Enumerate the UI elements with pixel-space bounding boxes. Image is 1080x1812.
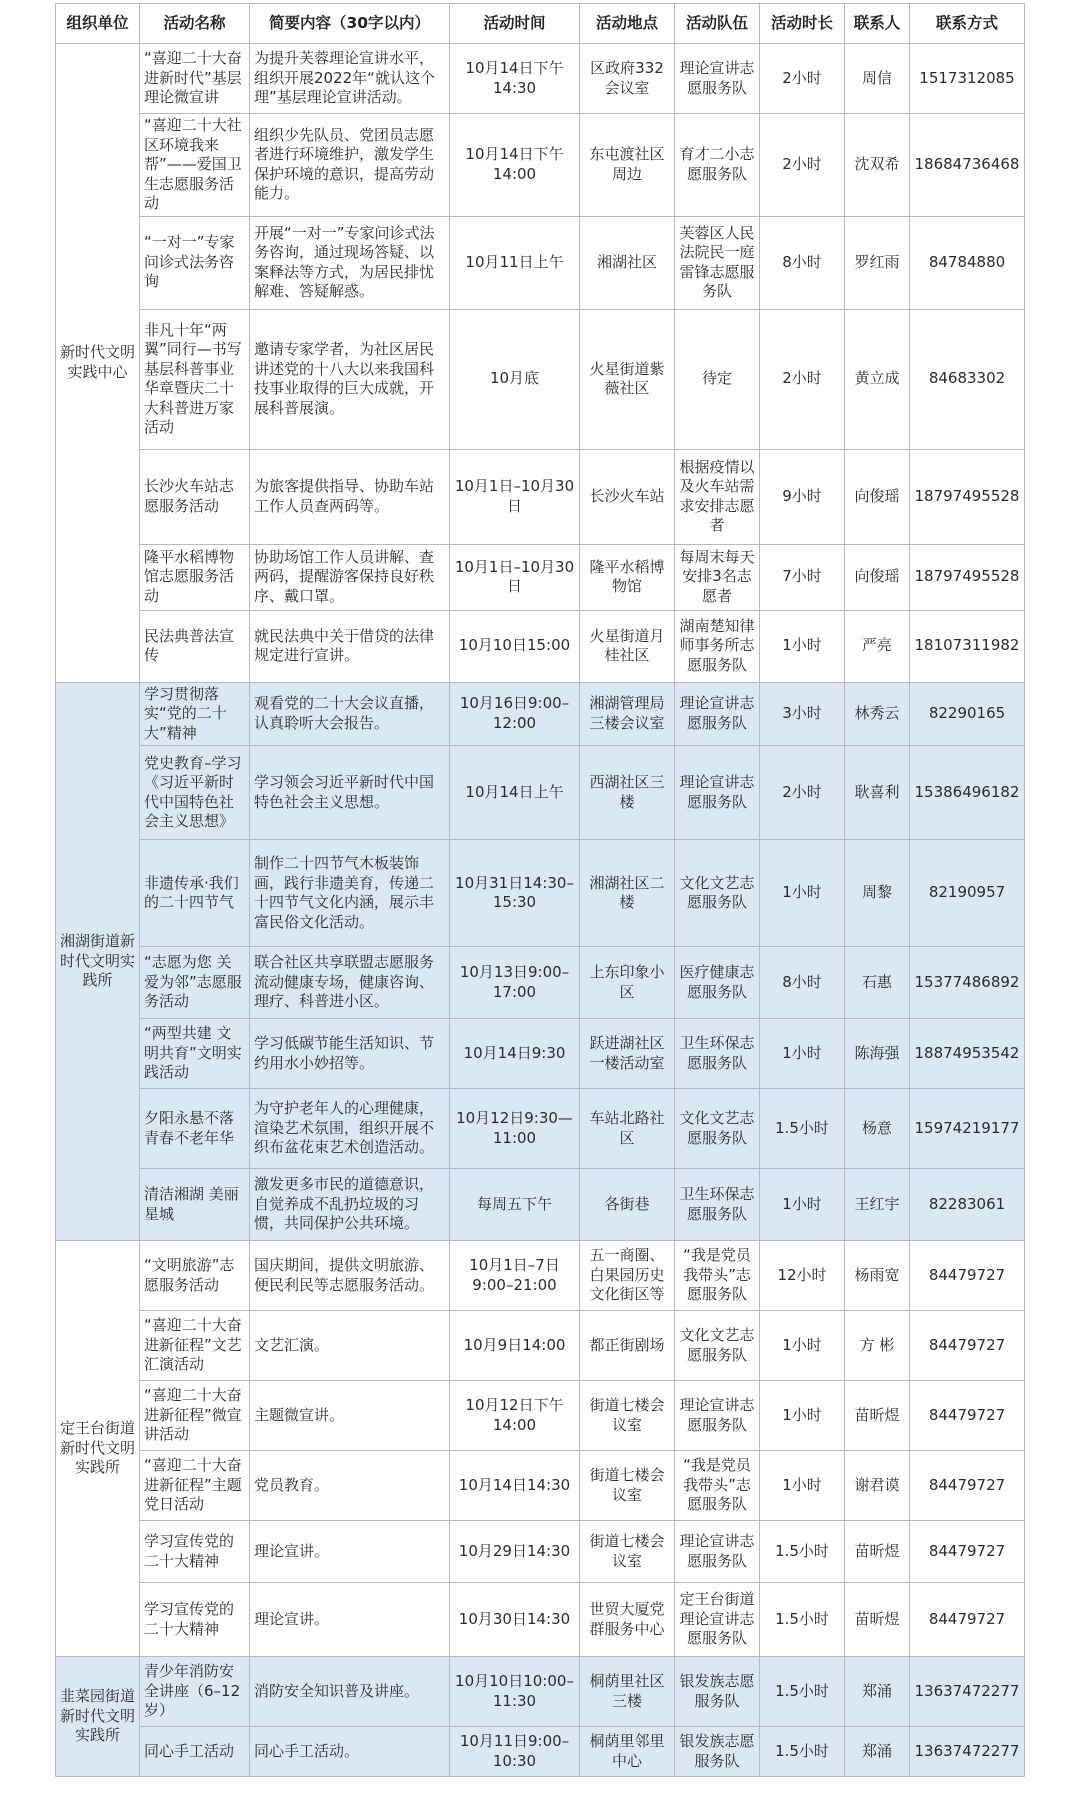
activity-place-cell: 区政府332会议室	[580, 44, 675, 114]
activity-duration-cell: 1小时	[760, 1451, 845, 1521]
contact-phone-cell: 84479727	[910, 1241, 1025, 1311]
contact-person-cell: 黄立成	[845, 309, 910, 449]
header-duration: 活动时长	[760, 4, 845, 44]
activity-place-cell: 世贸大厦党群服务中心	[580, 1583, 675, 1657]
contact-phone-cell: 1517312085	[910, 44, 1025, 114]
org-unit-cell: 湘湖街道新时代文明实践所	[56, 682, 140, 1241]
activity-time-cell: 10月10日10:00–11:30	[450, 1657, 580, 1727]
activity-time-cell: 10月11日9:00–10:30	[450, 1727, 580, 1777]
activity-time-cell: 10月31日14:30–15:30	[450, 840, 580, 947]
table-body	[56, 44, 1025, 1777]
activity-content-cell: 就民法典中关于借贷的法律规定进行宣讲。	[250, 610, 450, 682]
activity-name-cell: 民法典普法宣传	[140, 610, 250, 682]
activity-team-cell: 文化文艺志愿服务队	[675, 1311, 760, 1381]
table-row	[56, 1583, 1025, 1657]
activity-name-cell: 同心手工活动	[140, 1727, 250, 1777]
activity-duration-cell: 2小时	[760, 114, 845, 217]
activity-duration-cell: 1小时	[760, 1169, 845, 1241]
activity-team-cell: 理论宣讲志愿服务队	[675, 682, 760, 746]
activity-name-cell: 非凡十年“两翼”同行—书写基层科普事业华章暨庆二十大科普进万家活动	[140, 309, 250, 449]
activity-duration-cell: 1小时	[760, 610, 845, 682]
activity-content-cell: 消防安全知识普及讲座。	[250, 1657, 450, 1727]
contact-phone-cell: 13637472277	[910, 1657, 1025, 1727]
contact-phone-cell: 15386496182	[910, 746, 1025, 840]
activity-duration-cell: 7小时	[760, 544, 845, 610]
activity-content-cell: 为旅客提供指导、协助车站工作人员查两码等。	[250, 449, 450, 544]
table-row	[56, 44, 1025, 114]
activity-time-cell: 10月1日–10月30日	[450, 449, 580, 544]
activity-content-cell: 同心手工活动。	[250, 1727, 450, 1777]
activity-time-cell: 10月29日14:30	[450, 1521, 580, 1583]
contact-phone-cell: 84479727	[910, 1311, 1025, 1381]
activity-team-cell: 卫生环保志愿服务队	[675, 1019, 760, 1089]
contact-person-cell: 沈双希	[845, 114, 910, 217]
contact-person-cell: 陈海强	[845, 1019, 910, 1089]
activity-content-cell: 党员教育。	[250, 1451, 450, 1521]
activity-duration-cell: 1小时	[760, 1019, 845, 1089]
activity-team-cell: 理论宣讲志愿服务队	[675, 1381, 760, 1451]
header-activity-name: 活动名称	[140, 4, 250, 44]
table-row	[56, 1169, 1025, 1241]
activity-place-cell: 东屯渡社区周边	[580, 114, 675, 217]
activity-time-cell: 10月16日9:00–12:00	[450, 682, 580, 746]
activity-name-cell: 清洁湘湖 美丽星城	[140, 1169, 250, 1241]
activity-place-cell: 上东印象小区	[580, 947, 675, 1019]
activity-duration-cell: 9小时	[760, 449, 845, 544]
activity-time-cell: 10月13日9:00–17:00	[450, 947, 580, 1019]
activity-place-cell: 桐荫里邻里中心	[580, 1727, 675, 1777]
activity-duration-cell: 1.5小时	[760, 1583, 845, 1657]
activity-team-cell: 理论宣讲志愿服务队	[675, 1521, 760, 1583]
activity-name-cell: 长沙火车站志愿服务活动	[140, 449, 250, 544]
activity-place-cell: 湘湖社区	[580, 216, 675, 309]
activity-name-cell: “喜迎二十大奋进新时代”基层理论微宣讲	[140, 44, 250, 114]
contact-person-cell: 谢君谟	[845, 1451, 910, 1521]
activity-team-cell: 育才二小志愿服务队	[675, 114, 760, 217]
activity-duration-cell: 2小时	[760, 44, 845, 114]
activity-place-cell: 街道七楼会议室	[580, 1381, 675, 1451]
contact-person-cell: 向俊瑶	[845, 449, 910, 544]
contact-phone-cell: 82290165	[910, 682, 1025, 746]
activity-content-cell: 为守护老年人的心理健康，渲染艺术氛围，组织开展不织布盆花束艺术创造活动。	[250, 1089, 450, 1169]
activity-content-cell: 激发更多市民的道德意识，自觉养成不乱扔垃圾的习惯，共同保护公共环境。	[250, 1169, 450, 1241]
activity-name-cell: “喜迎二十大奋进新征程”文艺汇演活动	[140, 1311, 250, 1381]
activity-team-cell: 文化文艺志愿服务队	[675, 840, 760, 947]
contact-phone-cell: 84479727	[910, 1451, 1025, 1521]
table-row	[56, 610, 1025, 682]
activity-place-cell: 长沙火车站	[580, 449, 675, 544]
activity-name-cell: 非遗传承·我们的二十四节气	[140, 840, 250, 947]
table-row	[56, 1521, 1025, 1583]
activity-content-cell: 制作二十四节气木板装饰画，践行非遗美育，传递二十四节气文化内涵，展示丰富民俗文化活动。	[250, 840, 450, 947]
activity-time-cell: 10月30日14:30	[450, 1583, 580, 1657]
activity-duration-cell: 1小时	[760, 1311, 845, 1381]
activity-place-cell: 西湖社区三楼	[580, 746, 675, 840]
activity-name-cell: “喜迎二十大奋进新征程”微宣讲活动	[140, 1381, 250, 1451]
activity-team-cell: 定王台街道理论宣讲志愿服务队	[675, 1583, 760, 1657]
activity-time-cell: 10月底	[450, 309, 580, 449]
activity-time-cell: 10月10日15:00	[450, 610, 580, 682]
contact-phone-cell: 84479727	[910, 1583, 1025, 1657]
activity-place-cell: 火星街道紫薇社区	[580, 309, 675, 449]
activity-schedule-table	[55, 3, 1025, 1777]
activity-content-cell: 理论宣讲。	[250, 1521, 450, 1583]
contact-phone-cell: 15377486892	[910, 947, 1025, 1019]
contact-person-cell: 杨意	[845, 1089, 910, 1169]
contact-phone-cell: 18797495528	[910, 449, 1025, 544]
activity-duration-cell: 1.5小时	[760, 1727, 845, 1777]
contact-person-cell: 苗昕煜	[845, 1381, 910, 1451]
activity-time-cell: 每周五下午	[450, 1169, 580, 1241]
activity-name-cell: 学习宣传党的二十大精神	[140, 1521, 250, 1583]
contact-phone-cell: 18107311982	[910, 610, 1025, 682]
contact-person-cell: 罗红雨	[845, 216, 910, 309]
activity-duration-cell: 1小时	[760, 1381, 845, 1451]
activity-duration-cell: 2小时	[760, 746, 845, 840]
activity-place-cell: 五一商圈、白果园历史文化街区等	[580, 1241, 675, 1311]
header-org: 组织单位	[56, 4, 140, 44]
contact-person-cell: 郑涌	[845, 1657, 910, 1727]
activity-team-cell: 每周末每天安排3名志愿者	[675, 544, 760, 610]
activity-content-cell: 协助场馆工作人员讲解、查两码，提醒游客保持良好秩序、戴口罩。	[250, 544, 450, 610]
activity-content-cell: 国庆期间，提供文明旅游、便民利民等志愿服务活动。	[250, 1241, 450, 1311]
activity-content-cell: 理论宣讲。	[250, 1583, 450, 1657]
activity-time-cell: 10月14日14:30	[450, 1451, 580, 1521]
activity-name-cell: 党史教育–学习《习近平新时代中国特色社会主义思想》	[140, 746, 250, 840]
contact-person-cell: 杨雨宽	[845, 1241, 910, 1311]
activity-name-cell: 隆平水稻博物馆志愿服务活动	[140, 544, 250, 610]
activity-place-cell: 都正街剧场	[580, 1311, 675, 1381]
contact-phone-cell: 13637472277	[910, 1727, 1025, 1777]
table-row	[56, 1727, 1025, 1777]
contact-person-cell: 石惠	[845, 947, 910, 1019]
table-row	[56, 1381, 1025, 1451]
table-row	[56, 840, 1025, 947]
header-phone: 联系方式	[910, 4, 1025, 44]
org-unit-cell: 韭菜园街道新时代文明实践所	[56, 1657, 140, 1777]
org-unit-cell: 新时代文明实践中心	[56, 44, 140, 683]
activity-team-cell: 银发族志愿服务队	[675, 1657, 760, 1727]
activity-place-cell: 隆平水稻博物馆	[580, 544, 675, 610]
activity-duration-cell: 8小时	[760, 216, 845, 309]
header-row	[56, 4, 1025, 44]
activity-name-cell: “一对一”专家问诊式法务咨询	[140, 216, 250, 309]
table-row	[56, 1311, 1025, 1381]
contact-person-cell: 周信	[845, 44, 910, 114]
table-row	[56, 1657, 1025, 1727]
table-row	[56, 544, 1025, 610]
activity-name-cell: 夕阳永悬不落青春不老年华	[140, 1089, 250, 1169]
activity-team-cell: 卫生环保志愿服务队	[675, 1169, 760, 1241]
contact-person-cell: 周黎	[845, 840, 910, 947]
activity-place-cell: 湘湖管理局三楼会议室	[580, 682, 675, 746]
activity-name-cell: “喜迎二十大奋进新征程”主题党日活动	[140, 1451, 250, 1521]
contact-phone-cell: 18797495528	[910, 544, 1025, 610]
activity-place-cell: 车站北路社区	[580, 1089, 675, 1169]
activity-name-cell: “两型共建 文明共育”文明实践活动	[140, 1019, 250, 1089]
contact-phone-cell: 15974219177	[910, 1089, 1025, 1169]
table-row	[56, 449, 1025, 544]
activity-name-cell: “志愿为您 关爱为邻”志愿服务活动	[140, 947, 250, 1019]
activity-content-cell: 邀请专家学者，为社区居民讲述党的十八大以来我国科技事业取得的巨大成就，开展科普展演。	[250, 309, 450, 449]
table-row	[56, 216, 1025, 309]
activity-content-cell: 组织少先队员、党团员志愿者进行环境维护，激发学生保护环境的意识，提高劳动能力。	[250, 114, 450, 217]
activity-time-cell: 10月1日–10月30日	[450, 544, 580, 610]
activity-duration-cell: 1.5小时	[760, 1657, 845, 1727]
contact-phone-cell: 84479727	[910, 1521, 1025, 1583]
activity-team-cell: 理论宣讲志愿服务队	[675, 44, 760, 114]
contact-phone-cell: 84784880	[910, 216, 1025, 309]
activity-time-cell: 10月14日9:30	[450, 1019, 580, 1089]
activity-time-cell: 10月12日下午14:00	[450, 1381, 580, 1451]
table-row	[56, 309, 1025, 449]
activity-duration-cell: 2小时	[760, 309, 845, 449]
activity-content-cell: 文艺汇演。	[250, 1311, 450, 1381]
contact-phone-cell: 84683302	[910, 309, 1025, 449]
activity-content-cell: 联合社区共享联盟志愿服务流动健康专场，健康咨询、理疗、科普进小区。	[250, 947, 450, 1019]
table-row	[56, 746, 1025, 840]
activity-team-cell: 医疗健康志愿服务队	[675, 947, 760, 1019]
activity-time-cell: 10月14日上午	[450, 746, 580, 840]
table-row	[56, 1089, 1025, 1169]
activity-place-cell: 湘湖社区二楼	[580, 840, 675, 947]
activity-team-cell: 待定	[675, 309, 760, 449]
activity-content-cell: 主题微宣讲。	[250, 1381, 450, 1451]
contact-phone-cell: 18684736468	[910, 114, 1025, 217]
table-row	[56, 1019, 1025, 1089]
activity-team-cell: “我是党员我带头”志愿服务队	[675, 1451, 760, 1521]
contact-phone-cell: 82190957	[910, 840, 1025, 947]
activity-team-cell: 芙蓉区人民法院民一庭雷锋志愿服务队	[675, 216, 760, 309]
contact-person-cell: 方 彬	[845, 1311, 910, 1381]
activity-duration-cell: 8小时	[760, 947, 845, 1019]
contact-phone-cell: 18874953542	[910, 1019, 1025, 1089]
activity-time-cell: 10月12日9:30—11:00	[450, 1089, 580, 1169]
contact-phone-cell: 82283061	[910, 1169, 1025, 1241]
activity-team-cell: 理论宣讲志愿服务队	[675, 746, 760, 840]
activity-time-cell: 10月14日下午14:00	[450, 114, 580, 217]
activity-place-cell: 街道七楼会议室	[580, 1451, 675, 1521]
activity-name-cell: 学习宣传党的二十大精神	[140, 1583, 250, 1657]
activity-duration-cell: 1.5小时	[760, 1089, 845, 1169]
contact-person-cell: 林秀云	[845, 682, 910, 746]
activity-time-cell: 10月1日–7日9:00–21:00	[450, 1241, 580, 1311]
activity-content-cell: 学习低碳节能生活知识、节约用水小妙招等。	[250, 1019, 450, 1089]
contact-person-cell: 耿喜利	[845, 746, 910, 840]
header-place: 活动地点	[580, 4, 675, 44]
activity-content-cell: 开展“一对一”专家问诊式法务咨询，通过现场答疑、以案释法等方式，为居民排忧解难、答疑解惑。	[250, 216, 450, 309]
activity-name-cell: 青少年消防安全讲座（6–12岁）	[140, 1657, 250, 1727]
activity-time-cell: 10月14日下午14:30	[450, 44, 580, 114]
activity-place-cell: 火星街道月桂社区	[580, 610, 675, 682]
activity-team-cell: 文化文艺志愿服务队	[675, 1089, 760, 1169]
activity-name-cell: “文明旅游”志愿服务活动	[140, 1241, 250, 1311]
contact-phone-cell: 84479727	[910, 1381, 1025, 1451]
contact-person-cell: 苗昕煜	[845, 1583, 910, 1657]
table-row	[56, 1451, 1025, 1521]
header-time: 活动时间	[450, 4, 580, 44]
header-content: 简要内容（30字以内）	[250, 4, 450, 44]
activity-name-cell: 学习贯彻落实“党的二十大”精神	[140, 682, 250, 746]
activity-content-cell: 为提升芙蓉理论宣讲水平，组织开展2022年“就认这个理”基层理论宣讲活动。	[250, 44, 450, 114]
activity-team-cell: “我是党员我带头”志愿服务队	[675, 1241, 760, 1311]
activity-content-cell: 观看党的二十大会议直播，认真聆听大会报告。	[250, 682, 450, 746]
activity-team-cell: 湖南楚知律师事务所志愿服务队	[675, 610, 760, 682]
contact-person-cell: 严亮	[845, 610, 910, 682]
contact-person-cell: 苗昕煜	[845, 1521, 910, 1583]
activity-place-cell: 跃进湖社区一楼活动室	[580, 1019, 675, 1089]
activity-place-cell: 街道七楼会议室	[580, 1521, 675, 1583]
activity-place-cell: 桐荫里社区三楼	[580, 1657, 675, 1727]
org-unit-cell: 定王台街道新时代文明实践所	[56, 1241, 140, 1657]
activity-duration-cell: 12小时	[760, 1241, 845, 1311]
activity-content-cell: 学习领会习近平新时代中国特色社会主义思想。	[250, 746, 450, 840]
table-row	[56, 947, 1025, 1019]
activity-team-cell: 银发族志愿服务队	[675, 1727, 760, 1777]
contact-person-cell: 郑涌	[845, 1727, 910, 1777]
table-row	[56, 114, 1025, 217]
activity-name-cell: “喜迎二十大社区环境我来帮”——爱国卫生志愿服务活动	[140, 114, 250, 217]
activity-time-cell: 10月11日上午	[450, 216, 580, 309]
activity-time-cell: 10月9日14:00	[450, 1311, 580, 1381]
table-row	[56, 682, 1025, 746]
table-row	[56, 1241, 1025, 1311]
activity-team-cell: 根据疫情以及火车站需求安排志愿者	[675, 449, 760, 544]
header-contact: 联系人	[845, 4, 910, 44]
contact-person-cell: 王红宇	[845, 1169, 910, 1241]
header-team: 活动队伍	[675, 4, 760, 44]
activity-duration-cell: 1小时	[760, 840, 845, 947]
activity-duration-cell: 1.5小时	[760, 1521, 845, 1583]
activity-duration-cell: 3小时	[760, 682, 845, 746]
activity-place-cell: 各街巷	[580, 1169, 675, 1241]
contact-person-cell: 向俊瑶	[845, 544, 910, 610]
